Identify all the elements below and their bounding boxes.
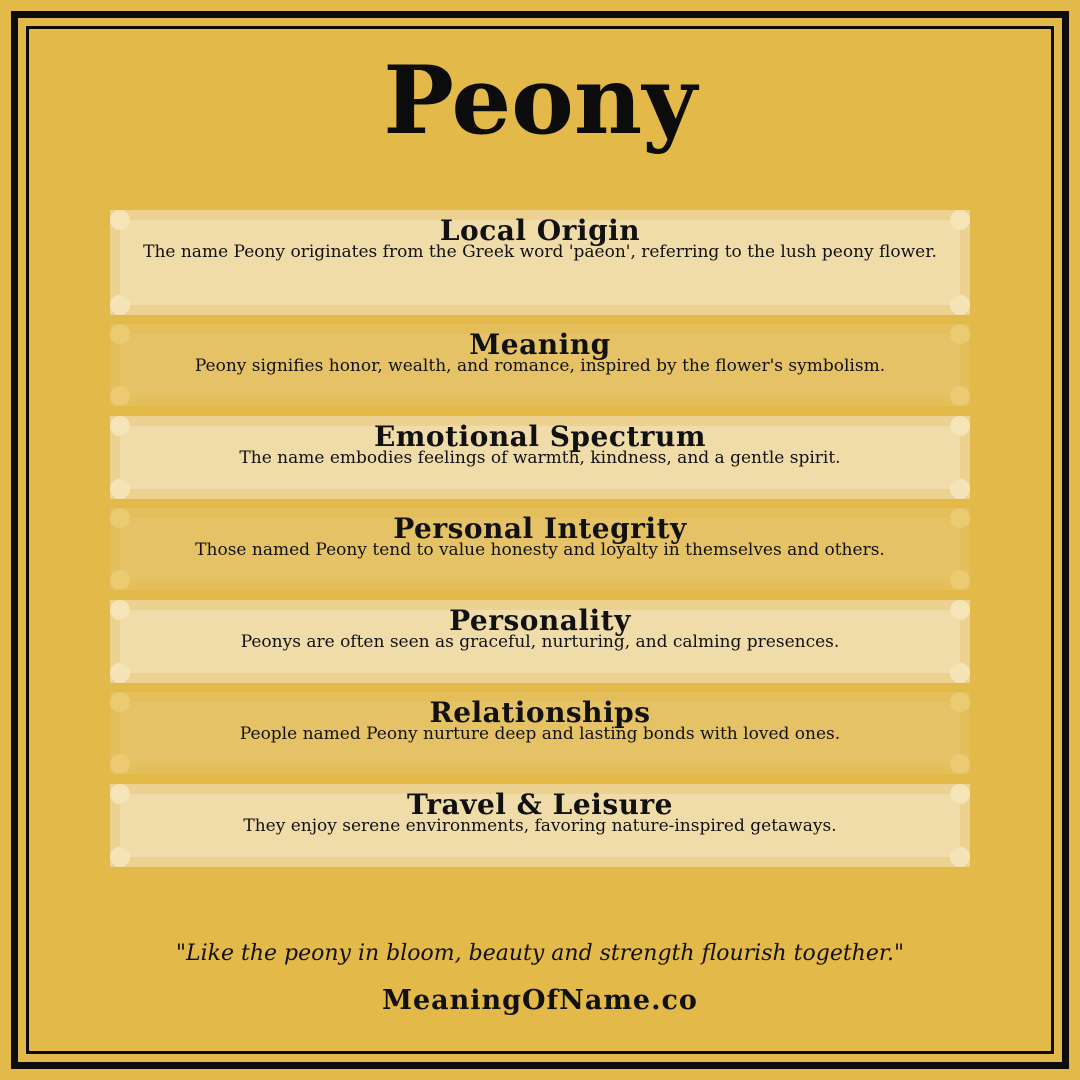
section-text: Peonys are often seen as graceful, nurturing, and calming presences. [240,632,840,652]
section-card-meaning [110,324,970,406]
section-text: People named Peony nurture deep and lasting bonds with loved ones. [239,724,841,744]
quote: "Like the peony in bloom, beauty and strength flourish together." [175,941,905,966]
section-heading: Meaning [469,328,611,361]
section-text: The name embodies feelings of warmth, kindness, and a gentle spirit. [239,448,841,468]
section-heading: Local Origin [439,214,641,247]
section-card-local-origin [110,210,970,315]
section-text: Peony signifies honor, wealth, and romance, inspired by the flower's symbolism. [194,356,886,376]
section-heading: Relationships [429,696,651,729]
section-card-personality [110,600,970,683]
section-heading: Emotional Spectrum [373,420,707,453]
section-card-emotional-spectrum [110,416,970,499]
section-text: The name Peony originates from the Greek word 'paeon', referring to the lush peony flower. [143,242,937,262]
section-heading: Personal Integrity [393,512,687,545]
section-text: Those named Peony tend to value honesty and loyalty in themselves and others. [195,540,885,560]
section-heading: Travel & Leisure [406,788,673,821]
section-card-relationships [110,692,970,774]
section-card-travel-leisure [110,784,970,867]
section-text: They enjoy serene environments, favoring nature-inspired getaways. [243,816,837,836]
page-title: Peony [383,46,697,156]
site-name: MeaningOfName.co [382,985,698,1016]
section-heading: Personality [449,604,631,637]
section-card-personal-integrity [110,508,970,590]
